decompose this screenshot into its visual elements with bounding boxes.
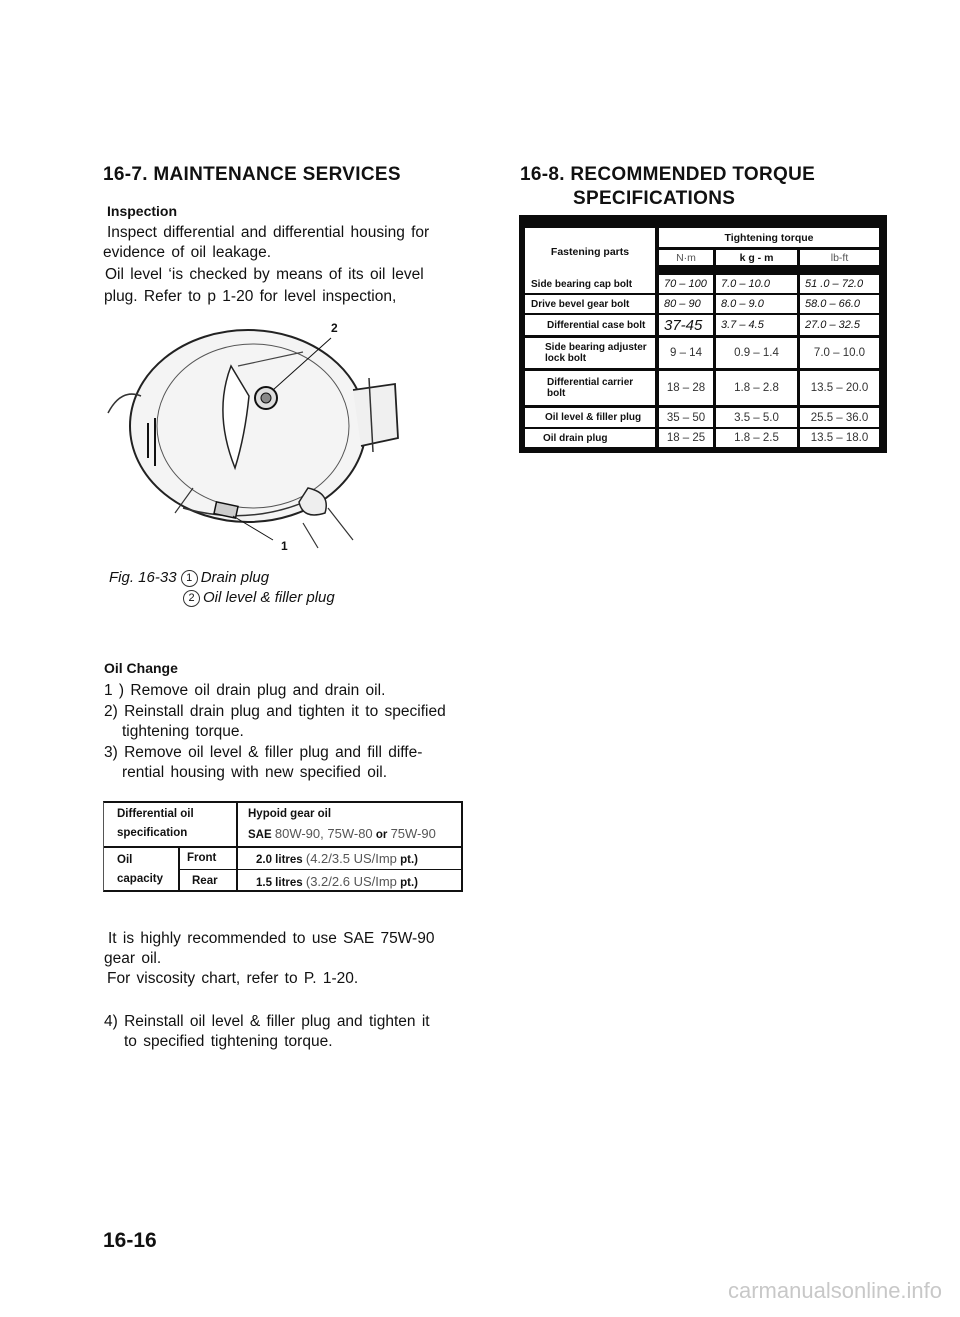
unit-nm: N·m (659, 250, 713, 265)
caption-item-drain-plug: Drain plug (200, 569, 270, 586)
table-row-nm: 70 – 100 (659, 275, 713, 293)
table-row-lbft: 58.0 – 66.0 (800, 295, 879, 313)
table-row-part: Drive bevel gear bolt (525, 295, 655, 313)
capacity-label: Oil capacity (117, 854, 164, 885)
oil-change-step3-line2: rential housing with new specified oil. (122, 764, 388, 781)
callout-1: 1 (281, 539, 288, 553)
unit-kgm: k g - m (716, 250, 797, 265)
step4-line2: to specified tightening torque. (124, 1033, 333, 1050)
oil-change-step2-line1: 2) Reinstall drain plug and tighten it to specified (104, 703, 446, 720)
table-row-nm: 9 – 14 (659, 338, 713, 368)
table-row-nm: 80 – 90 (659, 295, 713, 313)
table-row-part: Differential case bolt (525, 315, 655, 335)
differential-housing-figure (103, 318, 403, 558)
table-row-nm: 37-45 (659, 315, 713, 335)
inspection-text-line2: evidence of oil leakage. (103, 244, 272, 261)
figure-caption-line2 (183, 589, 335, 607)
watermark: carmanualsonline.info (728, 1278, 943, 1303)
oil-change-step1: 1 ) Remove oil drain plug and drain oil. (104, 682, 386, 699)
callout-2: 2 (331, 321, 338, 335)
oil-change-step3-line1: 3) Remove oil level & filler plug and fill diffe- (104, 744, 423, 761)
inspection-text-line1: Inspect differential and differential housing for (107, 224, 430, 241)
table-row-part: Oil level & filler plug (525, 408, 655, 427)
unit-lbft: lb-ft (800, 250, 879, 265)
inspection-text-line4: plug. Refer to p 1-20 for level inspection, (104, 288, 397, 305)
oil-spec-table (103, 801, 463, 892)
table-row-lbft: 13.5 – 20.0 (800, 371, 879, 405)
table-row-kgm: 0.9 – 1.4 (716, 338, 797, 368)
section-heading-torque-line2: SPECIFICATIONS (573, 188, 736, 209)
table-row-kgm: 8.0 – 9.0 (716, 295, 797, 313)
table-row-lbft: 7.0 – 10.0 (800, 338, 879, 368)
callout-1-badge: 1 (181, 570, 198, 587)
table-row-kgm: 1.8 – 2.8 (716, 371, 797, 405)
callout-2-badge: 2 (183, 590, 200, 607)
inspection-title: Inspection (107, 203, 178, 219)
table-row-lbft: 51 .0 – 72.0 (800, 275, 879, 293)
table-row-nm: 18 – 25 (659, 429, 713, 447)
figure-caption-line1 (109, 569, 269, 587)
section-heading-torque: 16-8. RECOMMENDED TORQUE (520, 164, 816, 185)
front-capacity: 2.0 litres (4.2/3.5 US/Imp pt.) (256, 851, 419, 866)
spec-value: Hypoid gear oil SAE 80W-90, 75W-80 or 75W-90 (248, 808, 436, 841)
table-row-part: Oil drain plug (525, 429, 655, 447)
step4-line1: 4) Reinstall oil level & filler plug and tighten it (104, 1013, 430, 1030)
table-row-kgm: 3.7 – 4.5 (716, 315, 797, 335)
table-row-nm: 18 – 28 (659, 371, 713, 405)
recommend-line2: gear oil. (104, 950, 162, 967)
rear-capacity: 1.5 litres (3.2/2.6 US/Imp pt.) (256, 874, 419, 889)
table-row-lbft: 25.5 – 36.0 (800, 408, 879, 427)
torque-table (519, 215, 887, 453)
table-row-kgm: 3.5 – 5.0 (716, 408, 797, 427)
table-row-nm: 35 – 50 (659, 408, 713, 427)
page-number: 16-16 (103, 1229, 157, 1252)
header-fastening-parts: Fastening parts (525, 228, 655, 275)
figure-caption-prefix: Fig. 16-33 (109, 569, 177, 586)
table-row-kgm: 1.8 – 2.5 (716, 429, 797, 447)
table-row-part: Side bearing cap bolt (525, 275, 655, 293)
table-row-part: Side bearing adjuster lock bolt (525, 338, 655, 368)
recommend-line1: It is highly recommended to use SAE 75W-90 (108, 930, 435, 947)
table-row-lbft: 27.0 – 32.5 (800, 315, 879, 335)
inspection-text-line3: Oil level ‘is checked by means of its oil level (105, 266, 424, 283)
table-row-part: Differential carrier bolt (525, 371, 655, 405)
table-row-lbft: 13.5 – 18.0 (800, 429, 879, 447)
spec-label: Differential oil specification (117, 808, 194, 839)
oil-change-title: Oil Change (104, 660, 178, 676)
oil-change-step2-line2: tightening torque. (122, 723, 244, 740)
rear-label: Rear (192, 875, 218, 887)
section-heading-maintenance: 16-7. MAINTENANCE SERVICES (103, 164, 401, 185)
table-row-kgm: 7.0 – 10.0 (716, 275, 797, 293)
caption-item-filler-plug: Oil level & filler plug (203, 589, 335, 606)
header-tightening-torque: Tightening torque (659, 228, 879, 247)
recommend-line3: For viscosity chart, refer to P. 1-20. (107, 970, 359, 987)
front-label: Front (187, 852, 217, 864)
